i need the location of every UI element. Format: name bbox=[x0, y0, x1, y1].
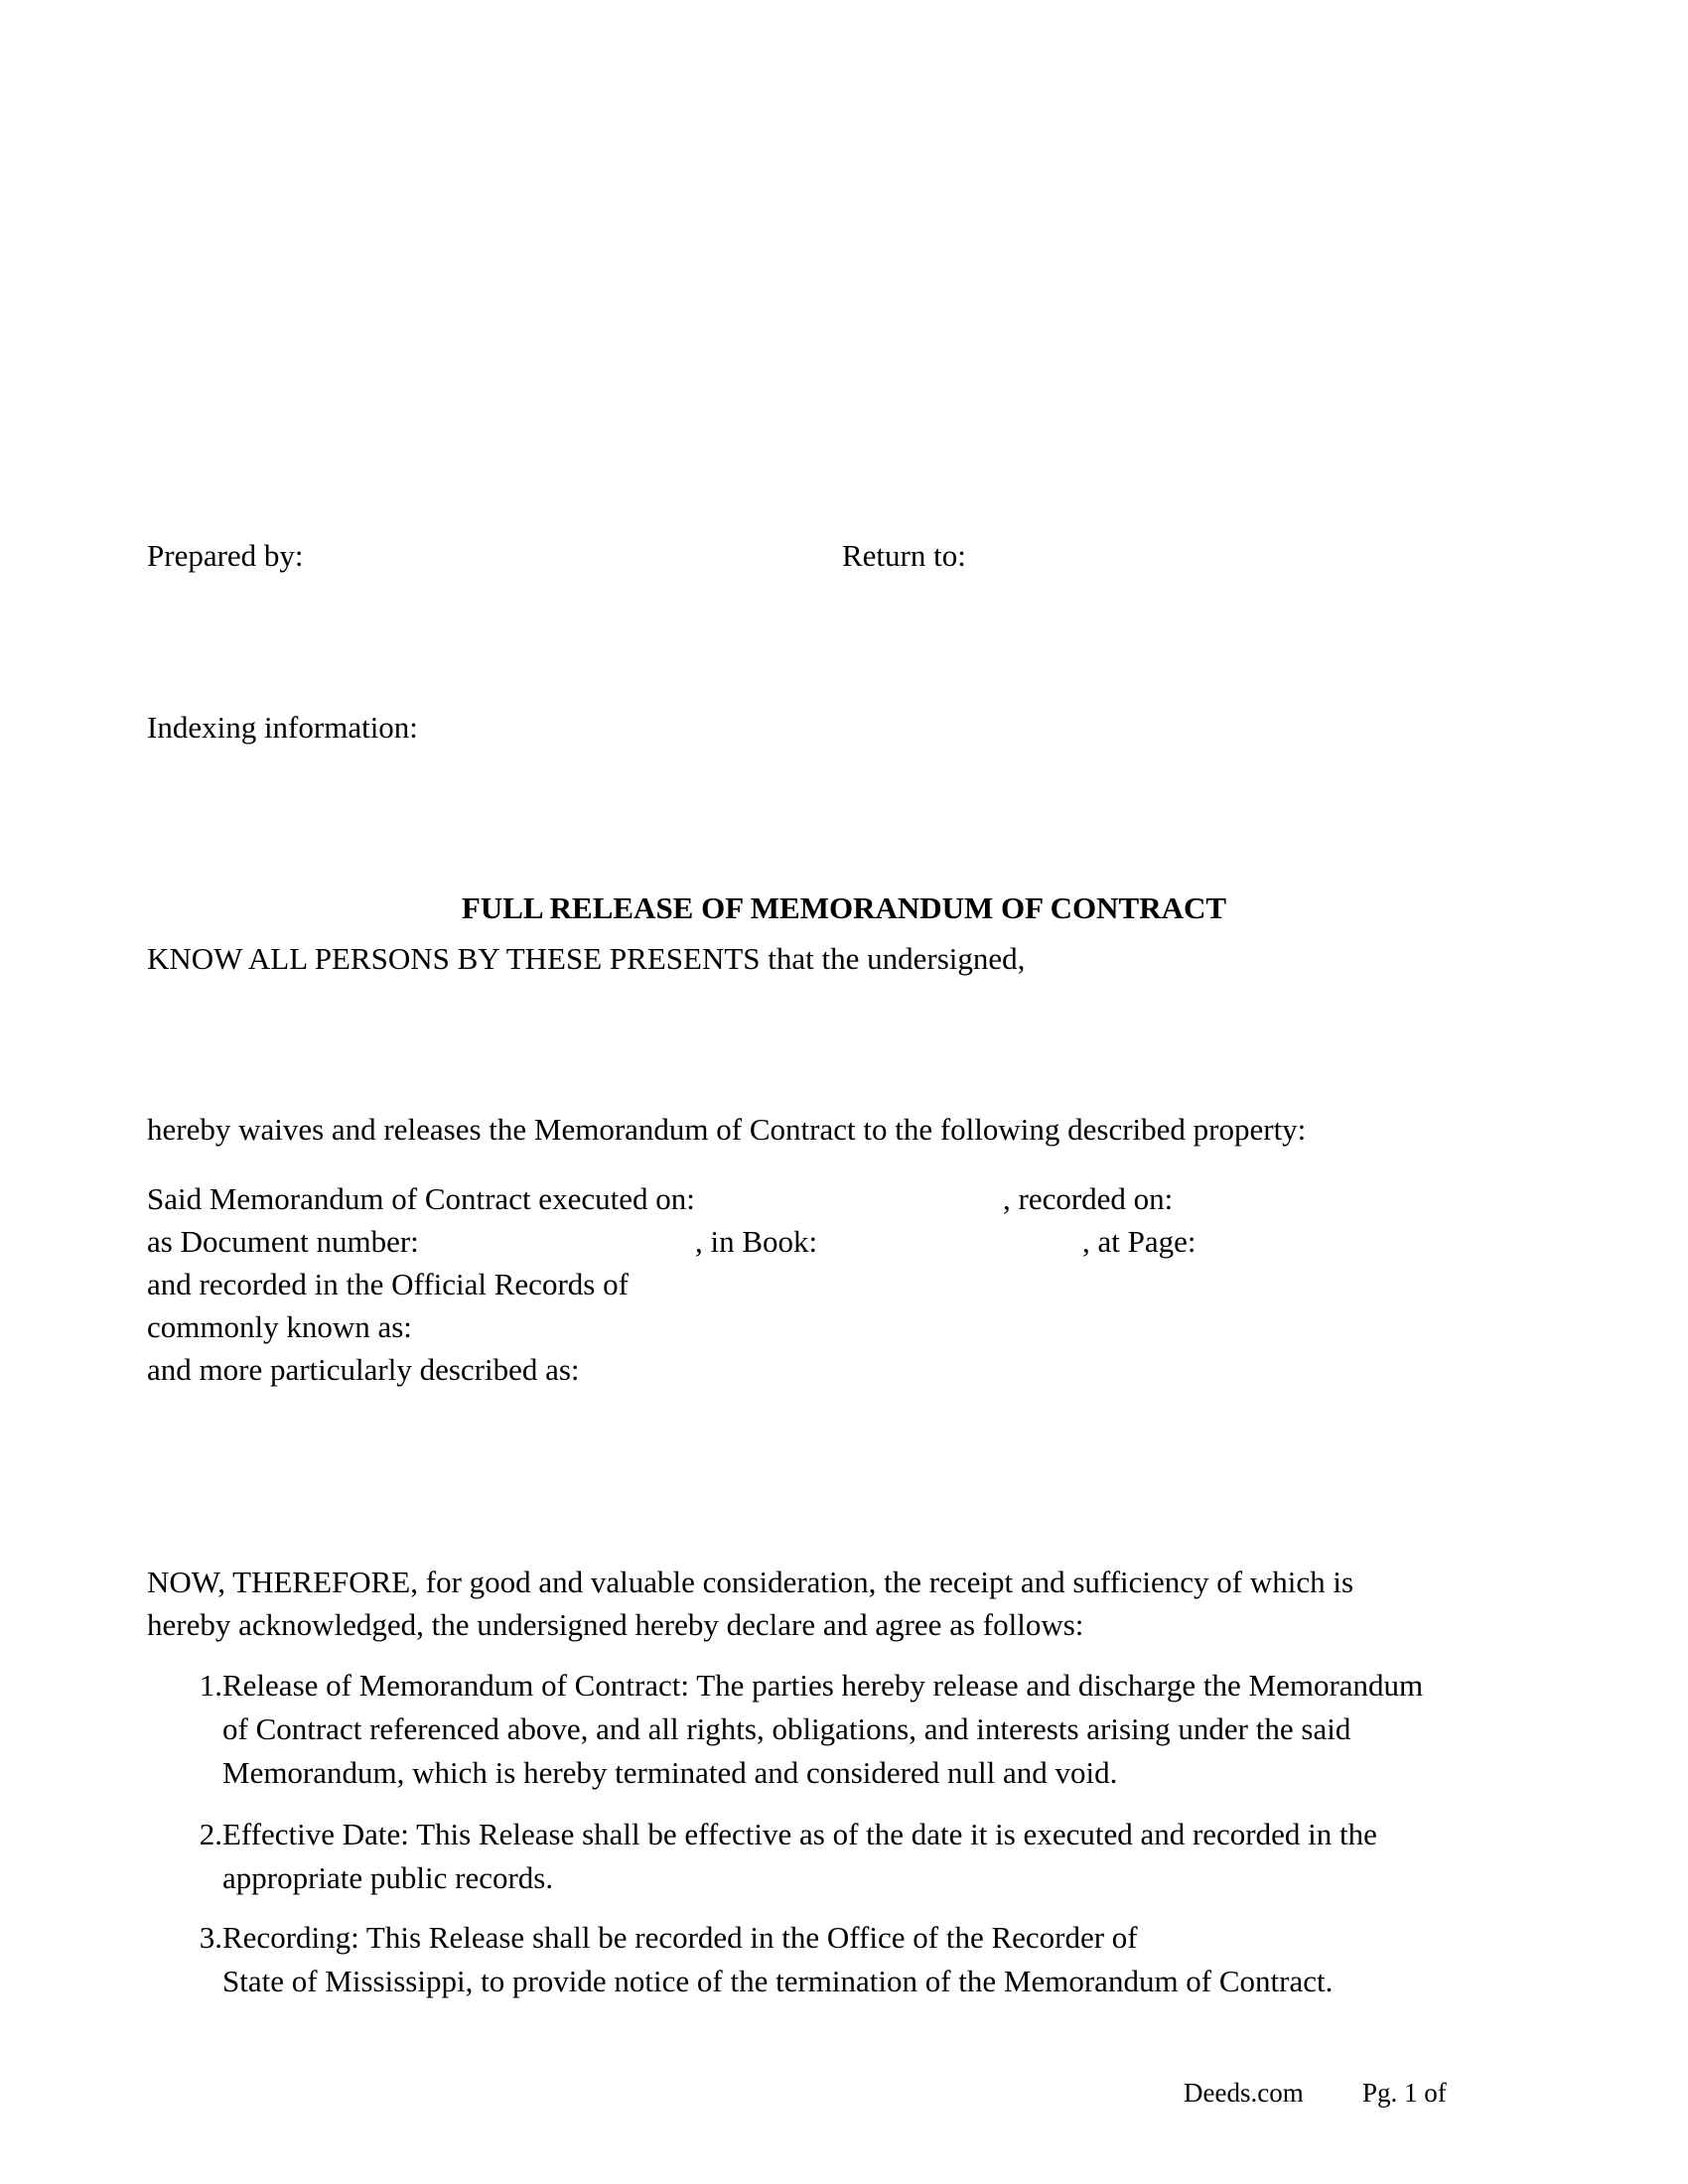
waiver-paragraph: hereby waives and releases the Memorandum of Contract to the following described property: bbox=[147, 1112, 1307, 1147]
list-item-line: State of Mississippi, to provide notice of the termination of the Memorandum of Contract. bbox=[222, 1964, 1334, 1998]
described-as-label: and more particularly described as: bbox=[147, 1352, 580, 1387]
executed-on-label: Said Memorandum of Contract executed on: bbox=[147, 1181, 695, 1216]
document-title: FULL RELEASE OF MEMORANDUM OF CONTRACT bbox=[461, 890, 1227, 925]
therefore-paragraph-line-1: NOW, THEREFORE, for good and valuable consideration, the receipt and sufficiency of which is bbox=[147, 1565, 1354, 1599]
at-page-label: , at Page: bbox=[1082, 1224, 1196, 1259]
official-records-label: and recorded in the Official Records of bbox=[147, 1267, 629, 1301]
list-item-number: 2. bbox=[199, 1817, 222, 1851]
list-item bbox=[183, 1916, 1543, 2003]
list-item-line: Effective Date: This Release shall be effective as of the date it is executed and recorded in the bbox=[222, 1817, 1377, 1851]
document-number-label: as Document number: bbox=[147, 1224, 419, 1259]
list-item-line: Memorandum, which is hereby terminated and considered null and void. bbox=[222, 1755, 1118, 1790]
recorded-on-label: , recorded on: bbox=[1003, 1181, 1174, 1216]
footer-page-number: Pg. 1 of bbox=[1362, 2078, 1447, 2108]
return-to-label: Return to: bbox=[842, 538, 966, 573]
list-item-line: of Contract referenced above, and all rights, obligations, and interests arising under the said bbox=[222, 1711, 1351, 1746]
footer-site-name: Deeds.com bbox=[1184, 2078, 1304, 2108]
list-item bbox=[183, 1813, 1543, 1900]
therefore-paragraph-line-2: hereby acknowledged, the undersigned hereby declare and agree as follows: bbox=[147, 1607, 1084, 1642]
list-item-line: Recording: This Release shall be recorded in the Office of the Recorder of bbox=[222, 1920, 1138, 1955]
indexing-information-label: Indexing information: bbox=[147, 710, 418, 745]
list-item-line: appropriate public records. bbox=[222, 1860, 554, 1895]
intro-paragraph: KNOW ALL PERSONS BY THESE PRESENTS that the undersigned, bbox=[147, 941, 1026, 976]
list-item-number: 3. bbox=[199, 1920, 222, 1955]
prepared-by-label: Prepared by: bbox=[147, 538, 304, 573]
in-book-label: , in Book: bbox=[695, 1224, 818, 1259]
list-item bbox=[183, 1664, 1543, 1795]
commonly-known-label: commonly known as: bbox=[147, 1309, 412, 1344]
list-item-number: 1. bbox=[199, 1668, 222, 1703]
list-item-line: Release of Memorandum of Contract: The parties hereby release and discharge the Memorandum bbox=[222, 1668, 1424, 1703]
